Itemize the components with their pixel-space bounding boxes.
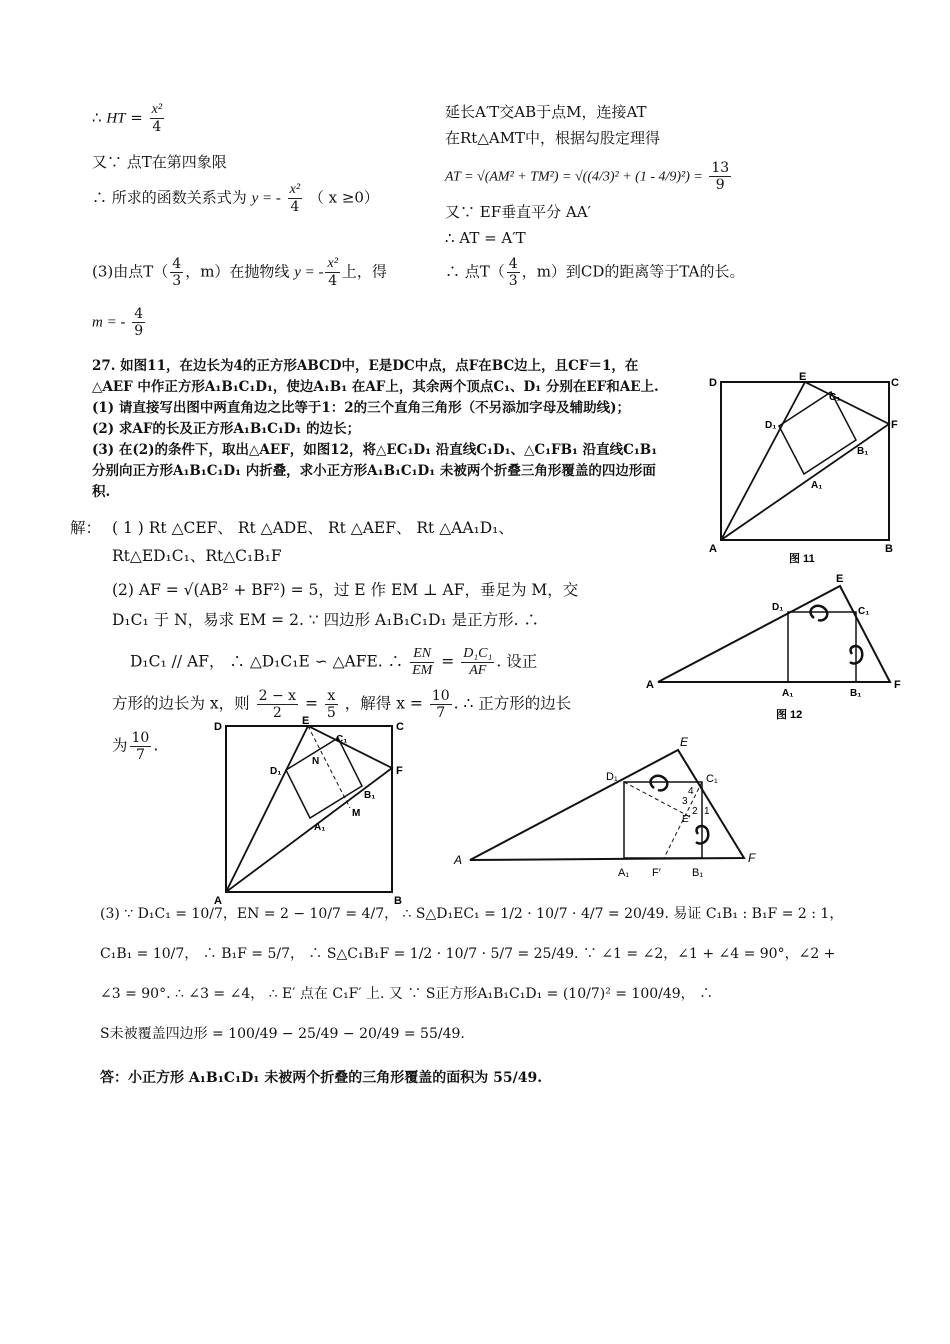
problem-line: △AEF 中作正方形A₁B₁C₁D₁，使边A₁B₁ 在AF上，其余两个顶点C₁、D₁ 分别在EF和AE上. [92, 379, 659, 395]
label-B1: B₁ [857, 446, 869, 457]
label-B: B [394, 895, 402, 907]
solution-part2-line1: (2) AF = √(AB² + BF²) = 5，过 E 作 EM ⊥ AF，垂足为 M，交 [112, 581, 579, 599]
pythagoras-line: 在Rt△AMT中，根据勾股定理得 [445, 129, 661, 147]
label-A1: A₁ [811, 480, 823, 491]
problem-line: (1) 请直接写出图中两直角边之比等于1：2的三个直角三角形（不另添加字母及辅助线)； [92, 400, 631, 416]
label-C1: C₁ [858, 606, 870, 617]
label-F: F [894, 679, 901, 691]
solution-part2-line3: D₁C₁ // AF， ∴ △D₁C₁E ∽ △AFE. ∴ $\frac{EN}{EM}$ = $\frac{\text{D₁C₁}}{AF}$ . 设正 [130, 646, 538, 678]
solution-part2-line4: 方形的边长为 x，则 $\frac{2 - x}{2}$ = $\frac{x}{5}$ ，解得 x = $\frac{10}{7}$ . ∴ 正方形的边长 [112, 688, 572, 721]
label-A1: A₁ [314, 822, 326, 833]
at-equation: AT = √(AM² + TM²) = √((4/3)² + (1 - 4/9)²) = $\frac{13}{9}$ [445, 160, 730, 193]
solution-part3-line3: ∠3 = 90°. ∴ ∠3 = ∠4， ∴ E′ 点在 C₁F′ 上. 又 ∵ S正方形A₁B₁C₁D₁ = (10/7)² = 100/49， ∴ [100, 986, 714, 1002]
label-C1: C₁ [706, 773, 718, 785]
label-B: B [885, 543, 893, 555]
solution-part3-line1: (3) ∵ D₁C₁ = 10/7，EN = 2 − 10/7 = 4/7， ∴ S△D₁EC₁ = 1/2 · 10/7 · 4/7 = 20/49. 易证 C₁B₁ : B₁F = 2 : 1， [100, 906, 844, 922]
label-C: C [891, 377, 899, 389]
problem-line: 27. 如图11，在边长为4的正方形ABCD中，E是DC中点，点F在BC边上，且CF＝1，在 [92, 358, 639, 374]
fig11-caption: 图 11 [789, 553, 815, 565]
label-N: N [312, 756, 320, 767]
solution-part1-cont: Rt△ED₁C₁、Rt△C₁B₁F [112, 547, 282, 565]
label-D1: D₁ [606, 771, 618, 783]
label-M: M [352, 808, 361, 819]
label-A1: A₁ [782, 688, 794, 699]
label-E: E [799, 371, 807, 383]
fig12-caption: 图 12 [776, 709, 803, 721]
label-E-prime: E′ [682, 814, 691, 825]
perp-bisector-line: 又∵ EF垂直平分 AA′ [445, 203, 591, 221]
label-D: D [214, 721, 222, 733]
problem-line: 积. [92, 484, 111, 500]
angle-1: 1 [704, 806, 710, 817]
figure-fold-detail [448, 730, 768, 880]
problem-line: (3) 在(2)的条件下，取出△AEF，如图12，将△EC₁D₁ 沿直线C₁D₁、△C₁FB₁ 沿直线C₁B₁ [92, 442, 658, 458]
label-C1: C₁ [829, 392, 841, 403]
part3-line: (3)由点T（ $\frac{4}{3}$ ，m）在抛物线 y = - $\frac{\text{x²}}{4}$ 上，得 [92, 256, 387, 289]
label-D1: D₁ [270, 766, 282, 777]
label-E: E [680, 735, 689, 749]
label-D1: D₁ [765, 420, 777, 431]
solution-part2-line5: 为 $\frac{10}{7}$ . [112, 730, 159, 763]
at-equals-line: ∴ AT = A′T [445, 229, 526, 247]
solution-part2-line2: D₁C₁ 于 N，易求 EM = 2. ∵ 四边形 A₁B₁C₁D₁ 是正方形. ∴ [112, 611, 540, 629]
final-answer: 答：小正方形 A₁B₁C₁D₁ 未被两个折叠的三角形覆盖的面积为 55/49. [100, 1070, 543, 1086]
solution-part3-line2: C₁B₁ = 10/7， ∴ B₁F = 5/7， ∴ S△C₁B₁F = 1/2 · 10/7 · 5/7 = 25/49. ∵ ∠1 = ∠2，∠1 + ∠4 = 90°，∠2 + [100, 946, 836, 962]
label-C1: C₁ [336, 734, 348, 745]
label-D1: D₁ [772, 602, 784, 613]
label-A: A [709, 543, 717, 555]
problem-line: 分别向正方形A₁B₁C₁D₁ 内折叠，求小正方形A₁B₁C₁D₁ 未被两个折叠三角形覆盖的四边形面 [92, 463, 656, 479]
label-A: A [646, 679, 654, 691]
label-B1: B₁ [850, 688, 862, 699]
fourth-quadrant-line: 又∵ 点T在第四象限 [92, 153, 227, 171]
label-E: E [302, 715, 310, 727]
angle-2: 2 [692, 806, 698, 817]
label-E: E [836, 573, 844, 585]
angle-4: 4 [688, 786, 694, 797]
label-A1: A₁ [618, 867, 630, 879]
fold-arrow-1 [811, 606, 828, 621]
label-A: A [214, 895, 222, 907]
problem-27 [92, 356, 702, 503]
label-F: F [891, 419, 898, 431]
figure-square-mn [208, 712, 408, 908]
label-F-prime: F′ [652, 867, 661, 879]
label-F: F [396, 765, 403, 777]
fold-arrow-1 [651, 776, 668, 791]
angle-3: 3 [682, 796, 688, 807]
label-C: C [396, 721, 404, 733]
ht-equation: ∴ HT = $\frac{\text{x²}}{4}$ [92, 102, 163, 135]
label-B1: B₁ [364, 790, 376, 801]
m-value: m = - $\frac{4}{9}$ [92, 306, 144, 339]
function-expression: ∴ 所求的函数关系式为 y = - $\frac{\text{x²}}{4}$ （ x ≥0） [92, 182, 379, 215]
distance-conclusion: ∴ 点T（ $\frac{4}{3}$ ，m）到CD的距离等于TA的长。 [445, 256, 745, 289]
problem-line: (2) 求AF的长及正方形A₁B₁C₁D₁ 的边长； [92, 421, 361, 437]
extend-line: 延长A′T交AB于点M，连接AT [445, 103, 647, 121]
solution-part1: ( 1 ) Rt △CEF、 Rt △ADE、 Rt △AEF、 Rt △AA₁D₁、 [112, 519, 514, 537]
figure-11 [705, 370, 905, 565]
solution-label: 解： [70, 519, 102, 537]
label-F: F [748, 851, 756, 865]
label-D: D [709, 377, 717, 389]
figure-12 [640, 570, 908, 725]
label-A: A [454, 853, 463, 867]
label-B1: B₁ [692, 867, 704, 879]
solution-part3-line4: S未被覆盖四边形 = 100/49 − 25/49 − 20/49 = 55/49. [100, 1026, 465, 1042]
